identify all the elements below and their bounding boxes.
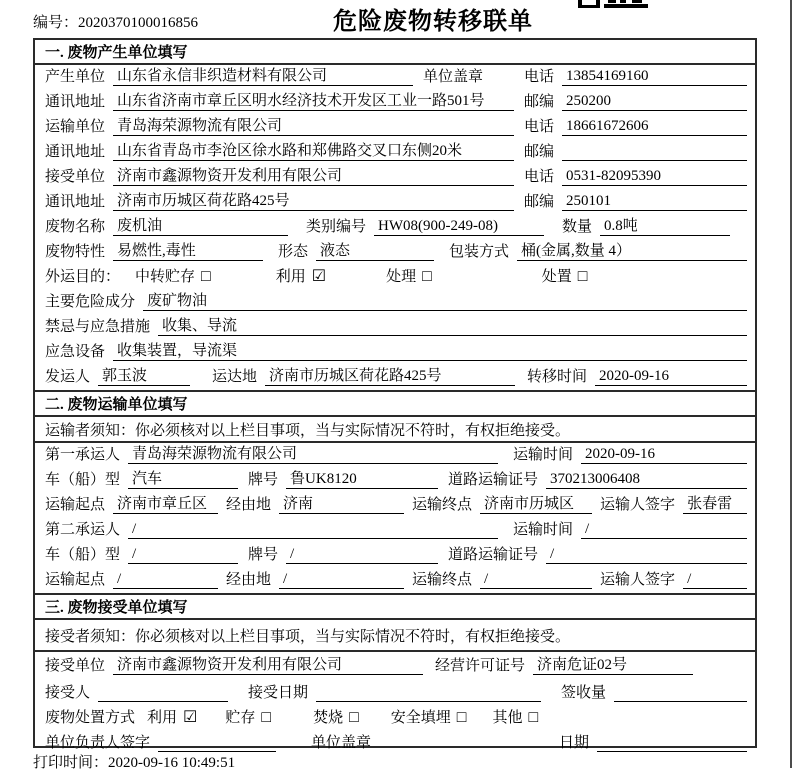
emergency-measures-value: 收集、导流 — [158, 316, 747, 336]
disposal-landfill-checkbox: □ — [456, 709, 467, 726]
purpose-treatment-checkbox: □ — [422, 268, 432, 285]
physical-form-value: 液态 — [316, 241, 434, 261]
print-time — [33, 751, 235, 772]
row-receiver-unit — [35, 165, 755, 190]
transporter-notice: 运输者须知：你必须核对以上栏目事项，当与实际情况不符时，有权拒绝接受。 — [35, 417, 755, 443]
transfer-date-label: 转移时间 — [527, 369, 588, 385]
received-amount-label: 签收量 — [561, 685, 607, 701]
packaging-label: 包装方式 — [449, 244, 510, 260]
document-title: 危险废物转移联单 — [333, 9, 533, 35]
main-hazard-value: 废矿物油 — [143, 291, 747, 311]
acceptor-value — [98, 682, 228, 702]
acceptor-label: 接受人 — [45, 685, 91, 701]
receiver-phone-label: 电话 — [523, 169, 554, 185]
shipper-label: 发运人 — [45, 369, 91, 385]
road-permit-1-label: 道路运输证号 — [448, 472, 539, 488]
purpose-reuse-checkbox: ☑ — [311, 268, 327, 285]
origin-1-label: 运输起点 — [45, 497, 106, 513]
producer-address-label: 通讯地址 — [45, 94, 106, 110]
transport-unit-label: 运输单位 — [45, 119, 106, 135]
producer-phone-value: 13854169160 — [562, 66, 747, 86]
print-time-value: 2020-09-16 10:49:51 — [108, 755, 236, 771]
received-amount-value — [614, 682, 747, 702]
row-receiver-address — [35, 190, 755, 215]
receiver-address-label: 通讯地址 — [45, 194, 106, 210]
endpoint-1-label: 运输终点 — [412, 497, 473, 513]
purpose-reuse-label: 利用 — [275, 269, 306, 285]
row-waste-characteristics — [35, 240, 755, 265]
vehicle-type-1-label: 车（船）型 — [45, 472, 121, 488]
print-time-label: 打印时间： — [33, 755, 109, 771]
receiver-unit-value: 济南市鑫源物资开发利用有限公司 — [113, 166, 514, 186]
purpose-disposal-checkbox: □ — [577, 268, 588, 285]
manager-signature-label: 单位负责人签字 — [45, 735, 151, 751]
waste-characteristics-label: 废物特性 — [45, 244, 106, 260]
road-permit-2-value: / — [546, 544, 747, 564]
serial-label: 编号： — [33, 15, 79, 31]
waste-characteristics-value: 易燃性,毒性 — [113, 241, 263, 261]
disposal-incineration-checkbox: □ — [349, 709, 359, 726]
license-number-value: 济南危证02号 — [533, 655, 693, 675]
row-vehicle-2 — [35, 543, 755, 568]
emergency-equipment-label: 应急设备 — [45, 344, 106, 360]
second-carrier-value: / — [128, 519, 498, 539]
manifest-form — [33, 38, 757, 751]
manager-signature-value — [158, 732, 276, 752]
receiver-notice: 接受者须知：你必须核对以上栏目事项，当与实际情况不符时，有权拒绝接受。 — [35, 620, 755, 652]
disposal-reuse-label: 利用 — [147, 710, 178, 726]
plate-number-1-label: 牌号 — [248, 472, 279, 488]
transport-phone-value: 18661672606 — [562, 116, 747, 136]
emergency-measures-label: 禁忌与应急措施 — [45, 319, 151, 335]
row-emergency-equipment — [35, 340, 755, 365]
transport-time-2-value: / — [581, 519, 747, 539]
page-edge-line — [790, 0, 792, 768]
origin-1-value: 济南市章丘区 — [113, 494, 218, 514]
endpoint-2-label: 运输终点 — [412, 572, 473, 588]
row-emergency-measures — [35, 315, 755, 340]
category-code-label: 类别编号 — [306, 219, 367, 235]
producer-address-value: 山东省济南市章丘区明水经济技术开发区工业一路501号 — [113, 91, 514, 111]
waste-name-label: 废物名称 — [45, 219, 106, 235]
row-producer-address — [35, 90, 755, 115]
endpoint-2-value: / — [480, 569, 592, 589]
producer-zip-label: 邮编 — [523, 94, 554, 110]
quantity-value: 0.8吨 — [600, 216, 730, 236]
section-1-header: 一. 废物产生单位填写 — [35, 40, 755, 65]
origin-2-value: / — [113, 569, 218, 589]
qr-code-fragment — [578, 0, 650, 9]
transport-phone-label: 电话 — [523, 119, 554, 135]
origin-2-label: 运输起点 — [45, 572, 106, 588]
purpose-disposal-label: 处置 — [541, 269, 572, 285]
emergency-equipment-value: 收集装置，导流渠 — [113, 341, 747, 361]
waste-name-value: 废机油 — [113, 216, 288, 236]
main-hazard-label: 主要危险成分 — [45, 294, 136, 310]
carrier-signature-2-value: / — [683, 569, 747, 589]
disposal-reuse-checkbox: ☑ — [183, 709, 198, 726]
transport-address-label: 通讯地址 — [45, 144, 106, 160]
packaging-value: 桶(金属,数量 4） — [517, 241, 747, 261]
disposal-storage-label: 贮存 — [225, 710, 256, 726]
unit-seal-2-label: 单位盖章 — [311, 735, 372, 751]
receiver-zip-label: 邮编 — [523, 194, 554, 210]
accepting-unit-value: 济南市鑫源物资开发利用有限公司 — [113, 655, 423, 675]
row-route-1 — [35, 493, 755, 518]
shipper-value: 郭玉波 — [98, 366, 190, 386]
accept-date-label: 接受日期 — [248, 685, 309, 701]
row-disposal-method — [35, 706, 755, 731]
receiver-phone-value: 0531-82095390 — [562, 166, 747, 186]
row-transfer-purpose — [35, 265, 755, 290]
row-second-carrier — [35, 518, 755, 543]
disposal-storage-checkbox: □ — [261, 709, 272, 726]
disposal-landfill-label: 安全填埋 — [390, 710, 451, 726]
accept-date-value — [316, 682, 541, 702]
transport-time-2-label: 运输时间 — [513, 522, 574, 538]
purpose-transit-storage-checkbox: □ — [201, 268, 211, 285]
endpoint-1-value: 济南市历城区 — [480, 494, 592, 514]
row-transport-address — [35, 140, 755, 165]
section-3-header: 三. 废物接受单位填写 — [35, 593, 755, 620]
quantity-label: 数量 — [562, 219, 593, 235]
carrier-signature-1-value: 张春雷 — [683, 494, 747, 514]
producer-unit-label: 产生单位 — [45, 69, 106, 85]
producer-phone-label: 电话 — [523, 69, 554, 85]
accepting-unit-label: 接受单位 — [45, 658, 106, 674]
physical-form-label: 形态 — [278, 244, 309, 260]
disposal-other-checkbox: □ — [528, 709, 539, 726]
receiver-zip-value: 250101 — [562, 191, 747, 211]
license-number-label: 经营许可证号 — [435, 658, 526, 674]
carrier-signature-1-label: 运输人签字 — [600, 497, 676, 513]
producer-unit-value: 山东省永信非织造材料有限公司 — [113, 66, 413, 86]
transport-unit-value: 青岛海荣源物流有限公司 — [113, 116, 514, 136]
date-label: 日期 — [558, 735, 589, 751]
purpose-treatment-label: 处理 — [386, 269, 417, 285]
transport-time-1-label: 运输时间 — [513, 447, 574, 463]
transport-zip-value — [562, 141, 747, 161]
transport-address-value: 山东省青岛市李沧区徐水路和郑佛路交叉口东侧20米 — [113, 141, 514, 161]
first-carrier-label: 第一承运人 — [45, 447, 121, 463]
vehicle-type-2-value: / — [128, 544, 238, 564]
via-2-value: / — [279, 569, 404, 589]
row-main-hazard — [35, 290, 755, 315]
transport-zip-label: 邮编 — [523, 144, 554, 160]
via-2-label: 经由地 — [226, 572, 272, 588]
transport-time-1-value: 2020-09-16 — [581, 444, 747, 464]
plate-number-2-value: / — [286, 544, 438, 564]
section-2-header: 二. 废物运输单位填写 — [35, 390, 755, 417]
unit-seal-label: 单位盖章 — [423, 69, 484, 85]
destination-value: 济南市历城区荷花路425号 — [265, 366, 515, 386]
via-1-label: 经由地 — [226, 497, 272, 513]
carrier-signature-2-label: 运输人签字 — [600, 572, 676, 588]
disposal-incineration-label: 焚烧 — [313, 710, 344, 726]
second-carrier-label: 第二承运人 — [45, 522, 121, 538]
plate-number-2-label: 牌号 — [248, 547, 279, 563]
via-1-value: 济南 — [279, 494, 404, 514]
purpose-transit-storage-label: 中转贮存 — [135, 269, 196, 285]
row-acceptor — [35, 679, 755, 706]
serial-number: 2020370100016856 — [78, 15, 199, 31]
row-waste-name — [35, 215, 755, 240]
row-vehicle-1 — [35, 468, 755, 493]
disposal-method-label: 废物处置方式 — [45, 710, 136, 726]
row-first-carrier — [35, 443, 755, 468]
first-carrier-value: 青岛海荣源物流有限公司 — [128, 444, 498, 464]
destination-label: 运达地 — [212, 369, 258, 385]
receiver-unit-label: 接受单位 — [45, 169, 106, 185]
producer-zip-value: 250200 — [562, 91, 747, 111]
row-producer-unit — [35, 65, 755, 90]
plate-number-1-value: 鲁UK8120 — [286, 469, 438, 489]
vehicle-type-1-value: 汽车 — [128, 469, 238, 489]
vehicle-type-2-label: 车（船）型 — [45, 547, 121, 563]
receiver-address-value: 济南市历城区荷花路425号 — [113, 191, 514, 211]
date-value — [597, 732, 747, 752]
transfer-purpose-label: 外运目的： — [45, 269, 121, 285]
row-accepting-unit — [35, 652, 755, 679]
row-shipper — [35, 365, 755, 390]
category-code-value: HW08(900-249-08) — [374, 216, 544, 236]
disposal-other-label: 其他 — [492, 710, 523, 726]
road-permit-2-label: 道路运输证号 — [448, 547, 539, 563]
transfer-date-value: 2020-09-16 — [595, 366, 747, 386]
road-permit-1-value: 370213006408 — [546, 469, 747, 489]
row-transport-unit — [35, 115, 755, 140]
row-route-2 — [35, 568, 755, 593]
